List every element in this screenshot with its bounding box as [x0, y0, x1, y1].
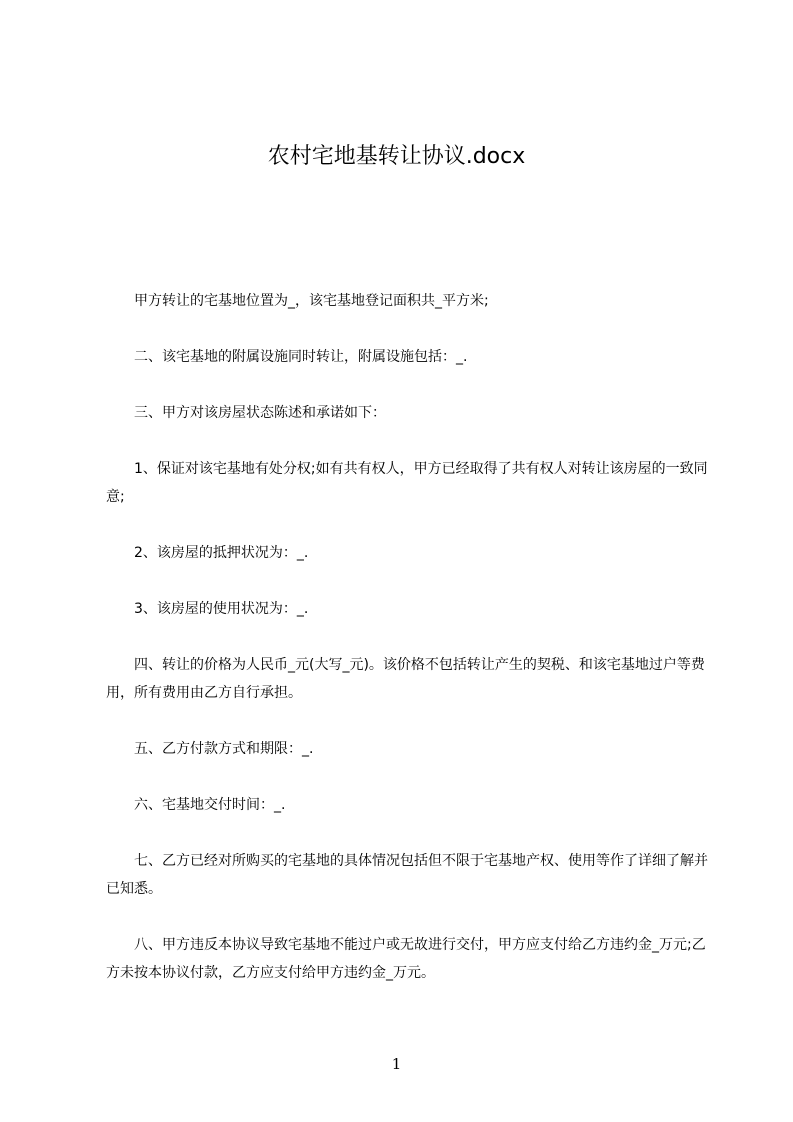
paragraph-clause-3-item-2: 2、该房屋的抵押状况为：_. [134, 545, 309, 561]
paragraph-clause-8: 八、甲方违反本协议导致宅基地不能过户或无故进行交付，甲方应支付给乙方违约金_万元;乙方未按本协议付款，乙方应支付给甲方违约金_万元。 [106, 937, 706, 981]
page-number: 1 [391, 1055, 402, 1073]
paragraph-clause-3-item-3: 3、该房屋的使用状况为：_. [134, 601, 309, 617]
paragraph-clause-6: 六、宅基地交付时间：_. [134, 797, 286, 813]
paragraph-clause-4: 四、转让的价格为人民币_元(大写_元)。该价格不包括转让产生的契税、和该宅基地过户等费用，所有费用由乙方自行承担。 [106, 657, 705, 701]
paragraph-clause-5: 五、乙方付款方式和期限：_. [134, 741, 314, 757]
paragraph-clause-3: 三、甲方对该房屋状态陈述和承诺如下： [134, 405, 386, 421]
paragraph-clause-3-item-1: 1、保证对该宅基地有处分权;如有共有权人，甲方已经取得了共有权人对转让该房屋的一致同意; [106, 461, 708, 505]
document-title: 农村宅地基转让协议.docx [267, 144, 526, 169]
paragraph-clause-2: 二、该宅基地的附属设施同时转让，附属设施包括：_. [134, 349, 468, 365]
paragraph-clause-7: 七、乙方已经对所购买的宅基地的具体情况包括但不限于宅基地产权、使用等作了详细了解并已知悉。 [106, 853, 708, 897]
document-body [106, 287, 710, 1015]
paragraph-location: 甲方转让的宅基地位置为_，该宅基地登记面积共_平方米; [134, 293, 489, 309]
